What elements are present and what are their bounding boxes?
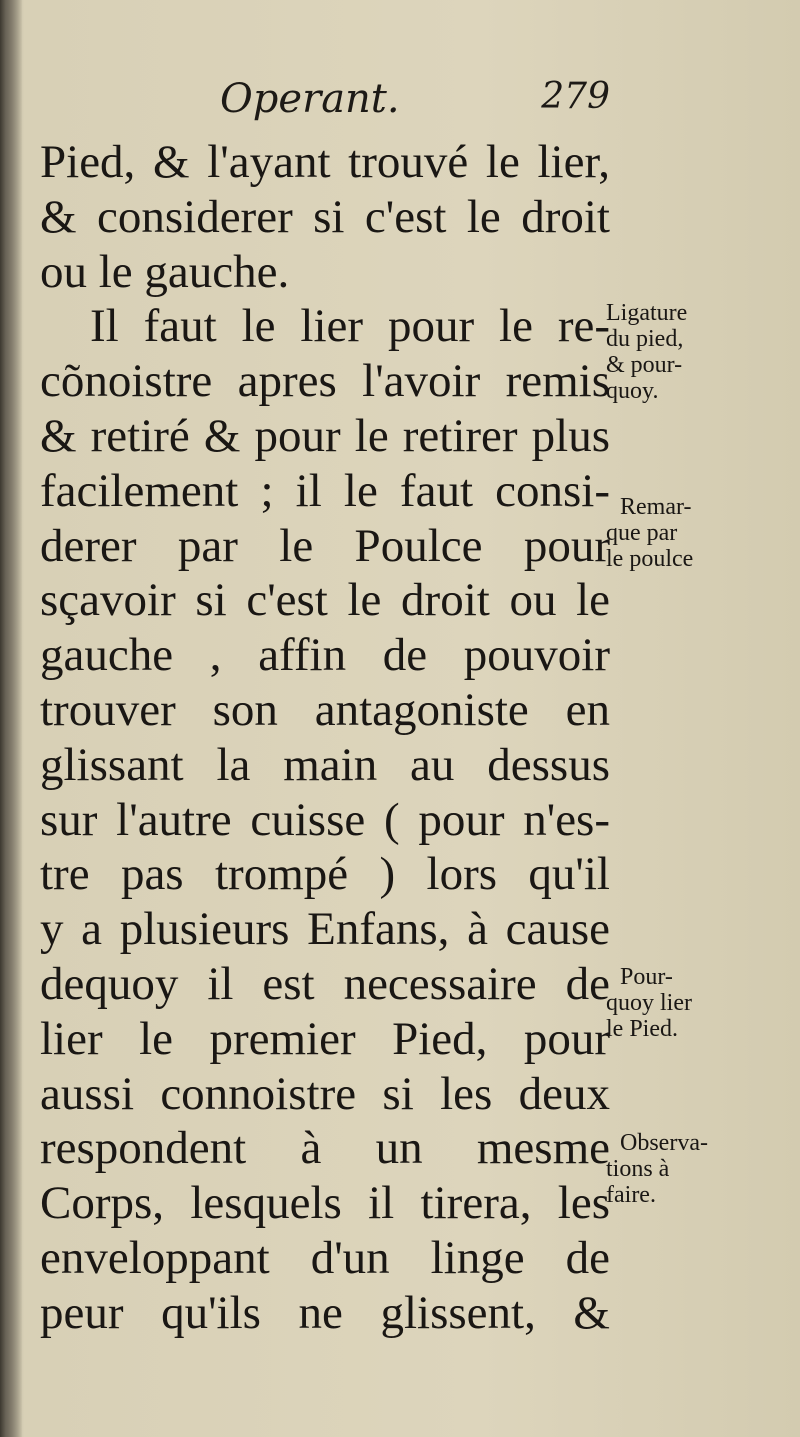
margin-note-pourquoi [606, 964, 692, 1042]
text-line: cõnoistre apres l'avoir remis [40, 355, 610, 408]
text-line: Corps, lesquels il tirera, les [40, 1177, 610, 1230]
margin-note-line: & pour- [606, 352, 683, 378]
margin-note-line: Remar- [620, 494, 692, 520]
text-line: derer par le Poulce pour [40, 519, 610, 572]
margin-note-line: quoy. [606, 378, 659, 404]
text-line: aussi connoistre si les deux [40, 1067, 610, 1120]
text-line: glissant la main au dessus [40, 738, 610, 791]
margin-note-line: Pour- [620, 964, 673, 990]
text-line: Pied, & l'ayant trouvé le lier, [40, 136, 610, 188]
margin-note-remarque [606, 494, 693, 572]
margin-note-line: que par [606, 520, 678, 546]
running-title: Operant. [220, 76, 400, 122]
text-line: lier le premier Pied, pour [40, 1012, 610, 1065]
margin-note-line: Ligature [606, 300, 688, 326]
page-number: 279 [541, 76, 610, 117]
text-line: respondent à un mesme [40, 1122, 610, 1175]
margin-note-line: tions à [606, 1156, 670, 1182]
text-line: trouver son antagoniste en [40, 683, 610, 736]
margin-note-observations [606, 1130, 708, 1208]
page-header [220, 76, 610, 136]
text-line: tre pas trompé ) lors qu'il [40, 848, 610, 901]
text-line: facilement ; il le faut consi- [40, 464, 610, 517]
text-line: sur l'autre cuisse ( pour n'es- [40, 793, 610, 846]
text-line: dequoy il est necessaire de [40, 957, 610, 1010]
margin-note-line: le poulce [606, 546, 694, 572]
text-line: Il faut le lier pour le re- [90, 300, 610, 353]
text-line: ou le gauche. [40, 245, 290, 298]
text-line: y a plusieurs Enfans, à cause [40, 903, 610, 956]
text-line: & retiré & pour le retirer plus [40, 409, 610, 462]
text-line: gauche , affin de pouvoir [40, 629, 610, 682]
margin-note-line: Observa- [620, 1130, 708, 1156]
text-line: sçavoir si c'est le droit ou le [40, 574, 610, 627]
text-line: peur qu'ils ne glissent, & [40, 1286, 610, 1339]
text-line: & considerer si c'est le droit [40, 190, 610, 243]
margin-note-line: quoy lier [606, 990, 692, 1016]
margin-note-line: du pied, [606, 326, 684, 352]
text-line: enveloppant d'un linge de [40, 1231, 610, 1284]
margin-note-line: faire. [606, 1182, 656, 1208]
margin-note-line: le Pied. [606, 1016, 678, 1042]
margin-note-ligature [606, 300, 687, 404]
main-text [40, 135, 610, 1341]
